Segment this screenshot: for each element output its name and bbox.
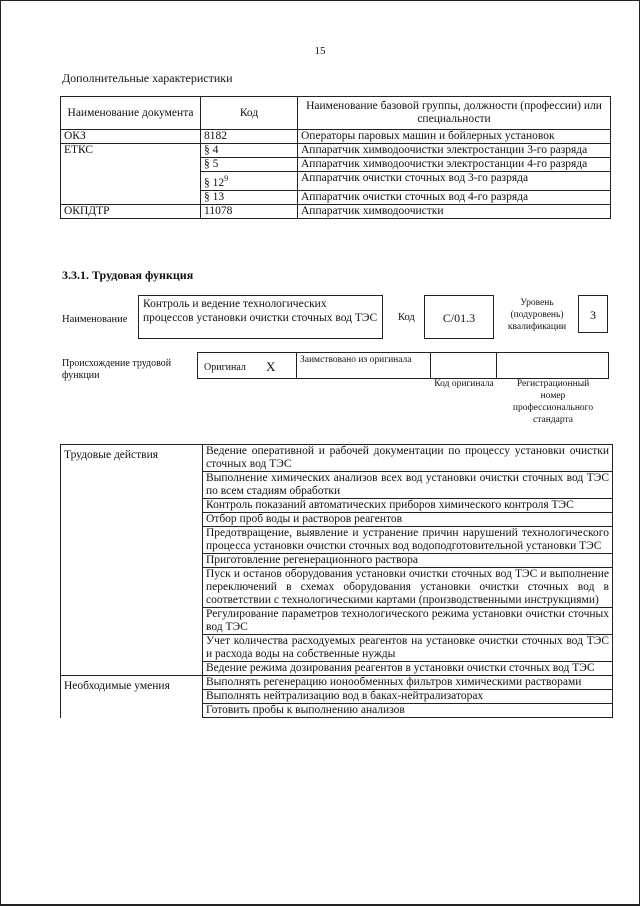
code-original-label: Код оригинала	[434, 379, 494, 389]
level-label: Уровень (подуровень) квалификации	[507, 298, 567, 332]
table-row	[61, 144, 611, 158]
header-doc: Наименование документа	[61, 97, 201, 130]
cell-code	[201, 172, 298, 191]
origin-label: Происхождение трудовой функции	[62, 358, 172, 381]
name-label: Наименование	[62, 314, 128, 325]
function-name-box: Контроль и ведение технологических процессов установки очистки сточных вод ТЭС	[138, 295, 383, 339]
cell-doc: ОКПДТР	[61, 204, 201, 218]
labor-actions-table	[60, 444, 613, 718]
action-item: Пуск и останов оборудования установки очистки сточных вод ТЭС и выполнение переключений в схемах оборудования установки очистки сточных вод в соответствии с технологическими картами (производственными инструкциями)	[203, 568, 613, 608]
section-title: 3.3.1. Трудовая функция	[62, 268, 194, 282]
action-item: Предотвращение, выявление и устранение причин нарушений технологического процесса установки очистки сточных вод водоподготовительной установки ТЭС	[203, 527, 613, 554]
action-item: Приготовление регенерационного раствора	[203, 554, 613, 568]
additional-characteristics-title: Дополнительные характеристики	[62, 71, 233, 85]
borrowed-label: Заимствовано из оригинала	[300, 355, 412, 365]
action-item: Регулирование параметров технологического режима установки очистки сточных вод ТЭС	[203, 608, 613, 635]
code-superscript: 9	[224, 174, 229, 183]
action-item: Выполнение химических анализов всех вод установки очистки сточных вод ТЭС по всем стадиям обработки	[203, 472, 613, 499]
header-name: Наименование базовой группы, должности (профессии) или специальности	[298, 97, 611, 130]
header-code: Код	[201, 97, 298, 130]
cell-code: § 13	[201, 190, 298, 204]
skill-item: Готовить пробы к выполнению анализов	[203, 704, 613, 718]
actions-label: Трудовые действия	[61, 445, 203, 676]
cell-doc: ОКЗ	[61, 130, 201, 144]
cell-name: Аппаратчик очистки сточных вод 3-го разряда	[298, 172, 611, 191]
table-row	[61, 204, 611, 218]
cell-name: Аппаратчик химводоочистки электростанции 3-го разряда	[298, 144, 611, 158]
action-item: Учет количества расходуемых реагентов на установке очистки сточных вод ТЭС и расхода воды на собственные нужды	[203, 635, 613, 662]
reg-number-label: Регистрационный номер профессионального стандарта	[512, 379, 594, 425]
code-label: Код	[398, 312, 415, 323]
action-item: Ведение режима дозирования реагентов в установки очистки сточных вод ТЭС	[203, 662, 613, 676]
table-row	[61, 130, 611, 144]
origin-box	[197, 352, 609, 379]
table-row	[61, 445, 613, 472]
function-code-box: C/01.3	[424, 295, 494, 339]
action-item: Ведение оперативной и рабочей документации по процессу установки очистки сточных вод ТЭС	[203, 445, 613, 472]
cell-code: 11078	[201, 204, 298, 218]
cell-doc: ЕТКС	[61, 144, 201, 205]
cell-name: Аппаратчик химводоочистки электростанции 4-го разряда	[298, 158, 611, 172]
action-item: Отбор проб воды и растворов реагентов	[203, 513, 613, 527]
skill-item: Выполнять регенерацию ионообменных фильтров химическими растворами	[203, 676, 613, 690]
code-base: § 12	[204, 176, 225, 189]
cell-code: 8182	[201, 130, 298, 144]
cell-code: § 5	[201, 158, 298, 172]
additional-characteristics-table	[60, 96, 611, 219]
origin-divider	[496, 352, 497, 379]
page-number: 15	[314, 45, 326, 57]
table-header-row	[61, 97, 611, 130]
cell-name: Операторы паровых машин и бойлерных установок	[298, 130, 611, 144]
original-label: Оригинал	[204, 362, 246, 373]
skills-label: Необходимые умения	[61, 676, 203, 718]
skill-item: Выполнять нейтрализацию вод в баках-нейтрализаторах	[203, 690, 613, 704]
origin-divider	[296, 352, 297, 379]
cell-name: Аппаратчик химводоочистки	[298, 204, 611, 218]
original-mark: X	[266, 359, 276, 374]
origin-divider	[430, 352, 431, 379]
cell-code: § 4	[201, 144, 298, 158]
table-row	[61, 676, 613, 690]
action-item: Контроль показаний автоматических приборов химического контроля ТЭС	[203, 499, 613, 513]
level-value-box: 3	[578, 295, 608, 333]
cell-name: Аппаратчик очистки сточных вод 4-го разряда	[298, 190, 611, 204]
